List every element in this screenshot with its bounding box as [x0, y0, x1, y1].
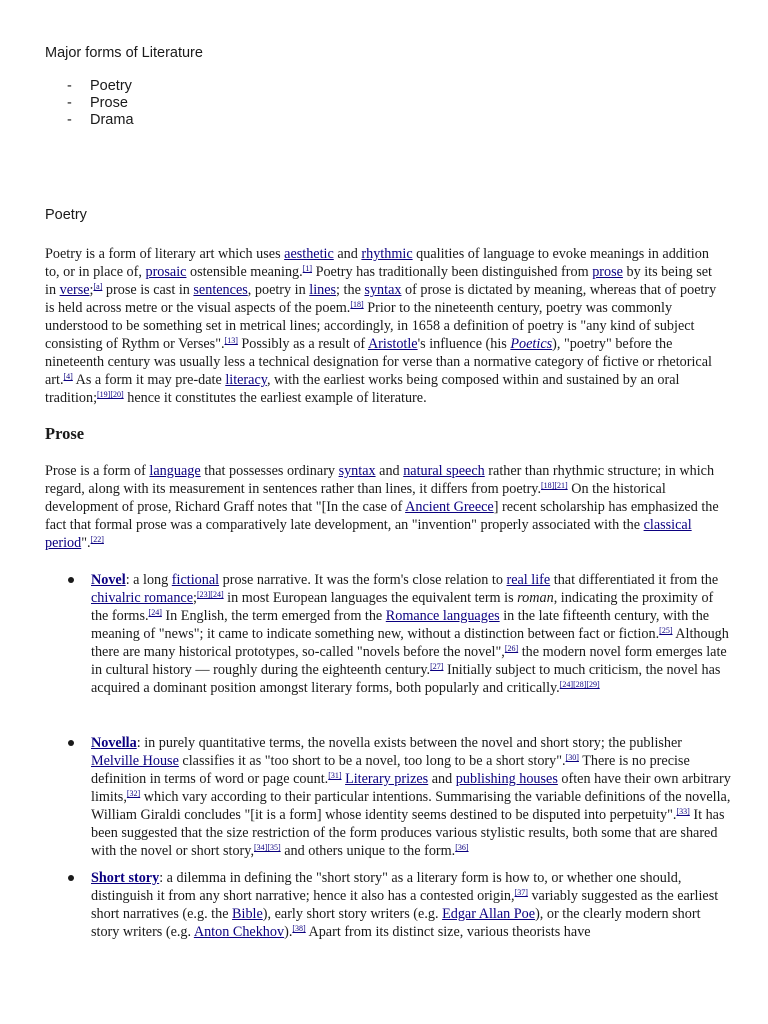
- link-publishing-houses[interactable]: publishing houses: [455, 771, 558, 787]
- text: As a form it may pre-date: [72, 372, 226, 388]
- citation: [303, 264, 312, 273]
- citation-link[interactable]: [27]: [430, 662, 444, 671]
- text: Prior to the nineteenth century, poetry was commonly understood to be something set in metrical lines; accordingly, in 1658 a definition of poetry is "any kind of subject consisting of Rythm or Verses".: [45, 300, 695, 352]
- citation-link[interactable]: [23][24]: [196, 590, 224, 599]
- link-syntax[interactable]: syntax: [338, 463, 376, 479]
- citation-link[interactable]: [31]: [328, 771, 342, 780]
- link-aristotle[interactable]: Aristotle: [367, 336, 418, 352]
- link-sentences[interactable]: sentences: [193, 282, 248, 298]
- link-novel[interactable]: Novel: [91, 572, 126, 588]
- link-bible[interactable]: Bible: [232, 906, 263, 922]
- text: which vary according to their particular intentions. Summarising the variable definitions of the novella, William Giraldi concludes "[it is a form] whose identity seems destined to be disputed into perpetuity".: [91, 789, 731, 823]
- text: : a dilemma in defining the "short story" as a literary form is how to, or whether one should, distinguish it from any short narrative; hence it also has a contested origin,: [91, 870, 682, 904]
- poetry-paragraph: [45, 245, 723, 407]
- citation-link[interactable]: [30]: [565, 753, 579, 762]
- bullet-icon: [68, 577, 74, 583]
- link-anton-chekhov[interactable]: Anton Chekhov: [193, 924, 285, 940]
- text: often have their own arbitrary limits,: [91, 771, 731, 805]
- intro-heading: Major forms of Literature: [45, 45, 203, 61]
- bullet-icon: [68, 875, 74, 881]
- poetry-heading: Poetry: [45, 207, 87, 223]
- list-item-short-story: [91, 869, 731, 941]
- link-poetics[interactable]: Poetics: [510, 336, 553, 352]
- link-novella[interactable]: Novella: [91, 735, 137, 751]
- citation: [430, 662, 443, 671]
- list-item-novella: [91, 734, 731, 860]
- text: 's influence (his: [417, 336, 511, 352]
- list-item-label: Drama: [90, 112, 134, 128]
- link-chivalric-romance[interactable]: chivalric romance: [91, 590, 194, 606]
- text: the modern novel form emerges late in cultural history — roughly during the eighteenth century.: [91, 644, 727, 678]
- text: ), or the clearly modern short story writers (e.g.: [91, 906, 701, 940]
- citation-link[interactable]: [a]: [93, 282, 103, 291]
- text: qualities of language to evoke meanings in addition to, or in place of,: [45, 246, 709, 280]
- link-lines[interactable]: lines: [309, 282, 337, 298]
- citation-link[interactable]: [25]: [659, 626, 673, 635]
- list-item-label: Prose: [90, 95, 128, 111]
- citation: [64, 372, 73, 381]
- text: that differentiated it from the: [550, 572, 719, 588]
- text: that possesses ordinary: [200, 463, 339, 479]
- link-classical-period[interactable]: classical period: [45, 517, 692, 551]
- citation-link[interactable]: [38]: [292, 924, 306, 933]
- text: hence it constitutes the earliest example of literature.: [123, 390, 427, 406]
- link-romance-languages[interactable]: Romance languages: [385, 608, 500, 624]
- citation: [560, 680, 600, 689]
- link-rhythmic[interactable]: rhythmic: [361, 246, 413, 262]
- text: Poetry is a form of literary art which uses: [45, 246, 285, 262]
- link-short-story[interactable]: Short story: [91, 870, 160, 886]
- citation: [254, 843, 281, 852]
- text: , indicating the proximity of the forms.: [91, 590, 714, 624]
- text: On the historical development of prose, Richard Graff notes that "[In the case of: [45, 481, 666, 515]
- text: ] recent scholarship has emphasized the fact that formal prose was a comparatively late development, an "invention" properly associated with the: [45, 499, 719, 533]
- text: prose narrative. It was the form's close relation to: [219, 572, 507, 588]
- text: and: [333, 246, 362, 262]
- link-literary-prizes[interactable]: Literary prizes: [345, 771, 429, 787]
- prose-heading: Prose: [45, 424, 85, 443]
- citation-link[interactable]: [1]: [302, 264, 313, 273]
- text: and: [428, 771, 456, 787]
- link-literacy[interactable]: literacy: [225, 372, 267, 388]
- citation-link[interactable]: [4]: [63, 372, 73, 381]
- text: It has been suggested that the size restriction of the form produces various stylistic results, both some that are shared with the novel or short story,: [91, 807, 725, 859]
- bullet-icon: [68, 740, 74, 746]
- prose-paragraph: [45, 462, 723, 552]
- citation-link[interactable]: [34][35]: [254, 843, 281, 852]
- citation: [505, 644, 518, 653]
- citation-link[interactable]: [13]: [224, 336, 238, 345]
- citation-link[interactable]: [24]: [148, 608, 162, 617]
- citation: [659, 626, 672, 635]
- text: in most European languages the equivalent term is: [223, 590, 518, 606]
- citation: [541, 481, 568, 490]
- citation-link[interactable]: [18][21]: [541, 481, 568, 490]
- list-dash: -: [67, 95, 72, 111]
- text: ostensible meaning.: [186, 264, 303, 280]
- text: , with the earliest works being composed within and sustained by an oral tradition;: [45, 372, 680, 406]
- text: classifies it as "too short to be a novel, too long to be a short story".: [178, 753, 566, 769]
- citation-link[interactable]: [22]: [90, 535, 104, 544]
- citation-link[interactable]: [18]: [350, 300, 364, 309]
- text: ).: [284, 924, 293, 940]
- text: rather than rhythmic structure; in which regard, along with its measurement in sentences rather than lines, it differs from poetry.: [45, 463, 715, 497]
- citation: [149, 608, 162, 617]
- text: In English, the term emerged from the: [161, 608, 386, 624]
- text: prose is cast in: [102, 282, 194, 298]
- link-edgar-allan-poe[interactable]: Edgar Allan Poe: [442, 906, 536, 922]
- list-dash: -: [67, 112, 72, 128]
- forms-list: [45, 78, 134, 129]
- text: ;: [193, 590, 197, 606]
- text: and others unique to the form.: [280, 843, 456, 859]
- link-prose[interactable]: prose: [592, 264, 623, 280]
- text: : in purely quantitative terms, the novella exists between the novel and short story; the publisher: [136, 735, 683, 751]
- text: Possibly as a result of: [237, 336, 368, 352]
- link-melville-house[interactable]: Melville House: [91, 753, 179, 769]
- citation-link[interactable]: [33]: [676, 807, 690, 816]
- emphasis: roman: [517, 590, 554, 606]
- text: of prose is dictated by meaning, whereas that of poetry is held across metre or the visual aspects of the poem.: [45, 282, 717, 316]
- citation: [225, 336, 238, 345]
- list-item: [45, 112, 134, 129]
- text: There is no precise definition in terms of word or page count.: [91, 753, 690, 787]
- link-prosaic[interactable]: prosaic: [145, 264, 187, 280]
- link-natural-speech[interactable]: natural speech: [403, 463, 485, 479]
- list-item: [45, 95, 134, 112]
- citation: [292, 924, 305, 933]
- list-item-label: Poetry: [90, 78, 132, 94]
- text: Initially subject to much criticism, the novel has acquired a dominant position amongst literary forms, both popularly and critically.: [91, 662, 721, 696]
- list-dash: -: [67, 78, 72, 94]
- citation: [455, 843, 468, 852]
- text: Prose is a form of: [45, 463, 150, 479]
- citation: [127, 789, 140, 798]
- citation: [328, 771, 341, 780]
- text: in the late fifteenth century, with the meaning of "news"; it came to indicate something new, without a distinction between fact or fiction.: [91, 608, 710, 642]
- citation-link[interactable]: [26]: [504, 644, 519, 653]
- text: ;: [89, 282, 94, 298]
- text: , poetry in: [247, 282, 310, 298]
- text: and: [375, 463, 404, 479]
- citation: [515, 888, 528, 897]
- citation-link[interactable]: [24][28][29]: [559, 680, 600, 689]
- text: ".: [81, 535, 91, 551]
- citation: [350, 300, 363, 309]
- text: by its being set in: [45, 264, 712, 298]
- citation-link[interactable]: [36]: [455, 843, 469, 852]
- citation: [197, 590, 224, 599]
- text: variably suggested as the earliest short narratives (e.g. the: [91, 888, 719, 922]
- list-item: [45, 78, 134, 95]
- link-language[interactable]: language: [149, 463, 201, 479]
- text: ), "poetry" before the nineteenth century was usually less a technical designation for verse than a normative category of fictive or rhetorical art.: [45, 336, 712, 388]
- link-verse[interactable]: verse: [59, 282, 90, 298]
- link-aesthetic[interactable]: aesthetic: [284, 246, 334, 262]
- list-item-novel: [91, 571, 731, 697]
- link-syntax[interactable]: syntax: [364, 282, 402, 298]
- text: Apart from its distinct size, various theorists have: [305, 924, 591, 940]
- citation: [91, 535, 104, 544]
- link-real-life[interactable]: real life: [506, 572, 551, 588]
- citation: [97, 390, 124, 399]
- citation: [676, 807, 689, 816]
- citation-link[interactable]: [19][20]: [97, 390, 124, 399]
- citation-link[interactable]: [32]: [126, 789, 141, 798]
- link-ancient-greece[interactable]: Ancient Greece: [405, 499, 494, 515]
- citation-link[interactable]: [37]: [514, 888, 528, 897]
- text: ; the: [336, 282, 365, 298]
- text: : a long: [125, 572, 172, 588]
- citation: [566, 753, 579, 762]
- text: ), early short story writers (e.g.: [262, 906, 443, 922]
- text: Although there are many historical prototypes, so-called "novels before the novel",: [91, 626, 729, 660]
- link-fictional[interactable]: fictional: [171, 572, 220, 588]
- text: Poetry has traditionally been distinguished from: [312, 264, 593, 280]
